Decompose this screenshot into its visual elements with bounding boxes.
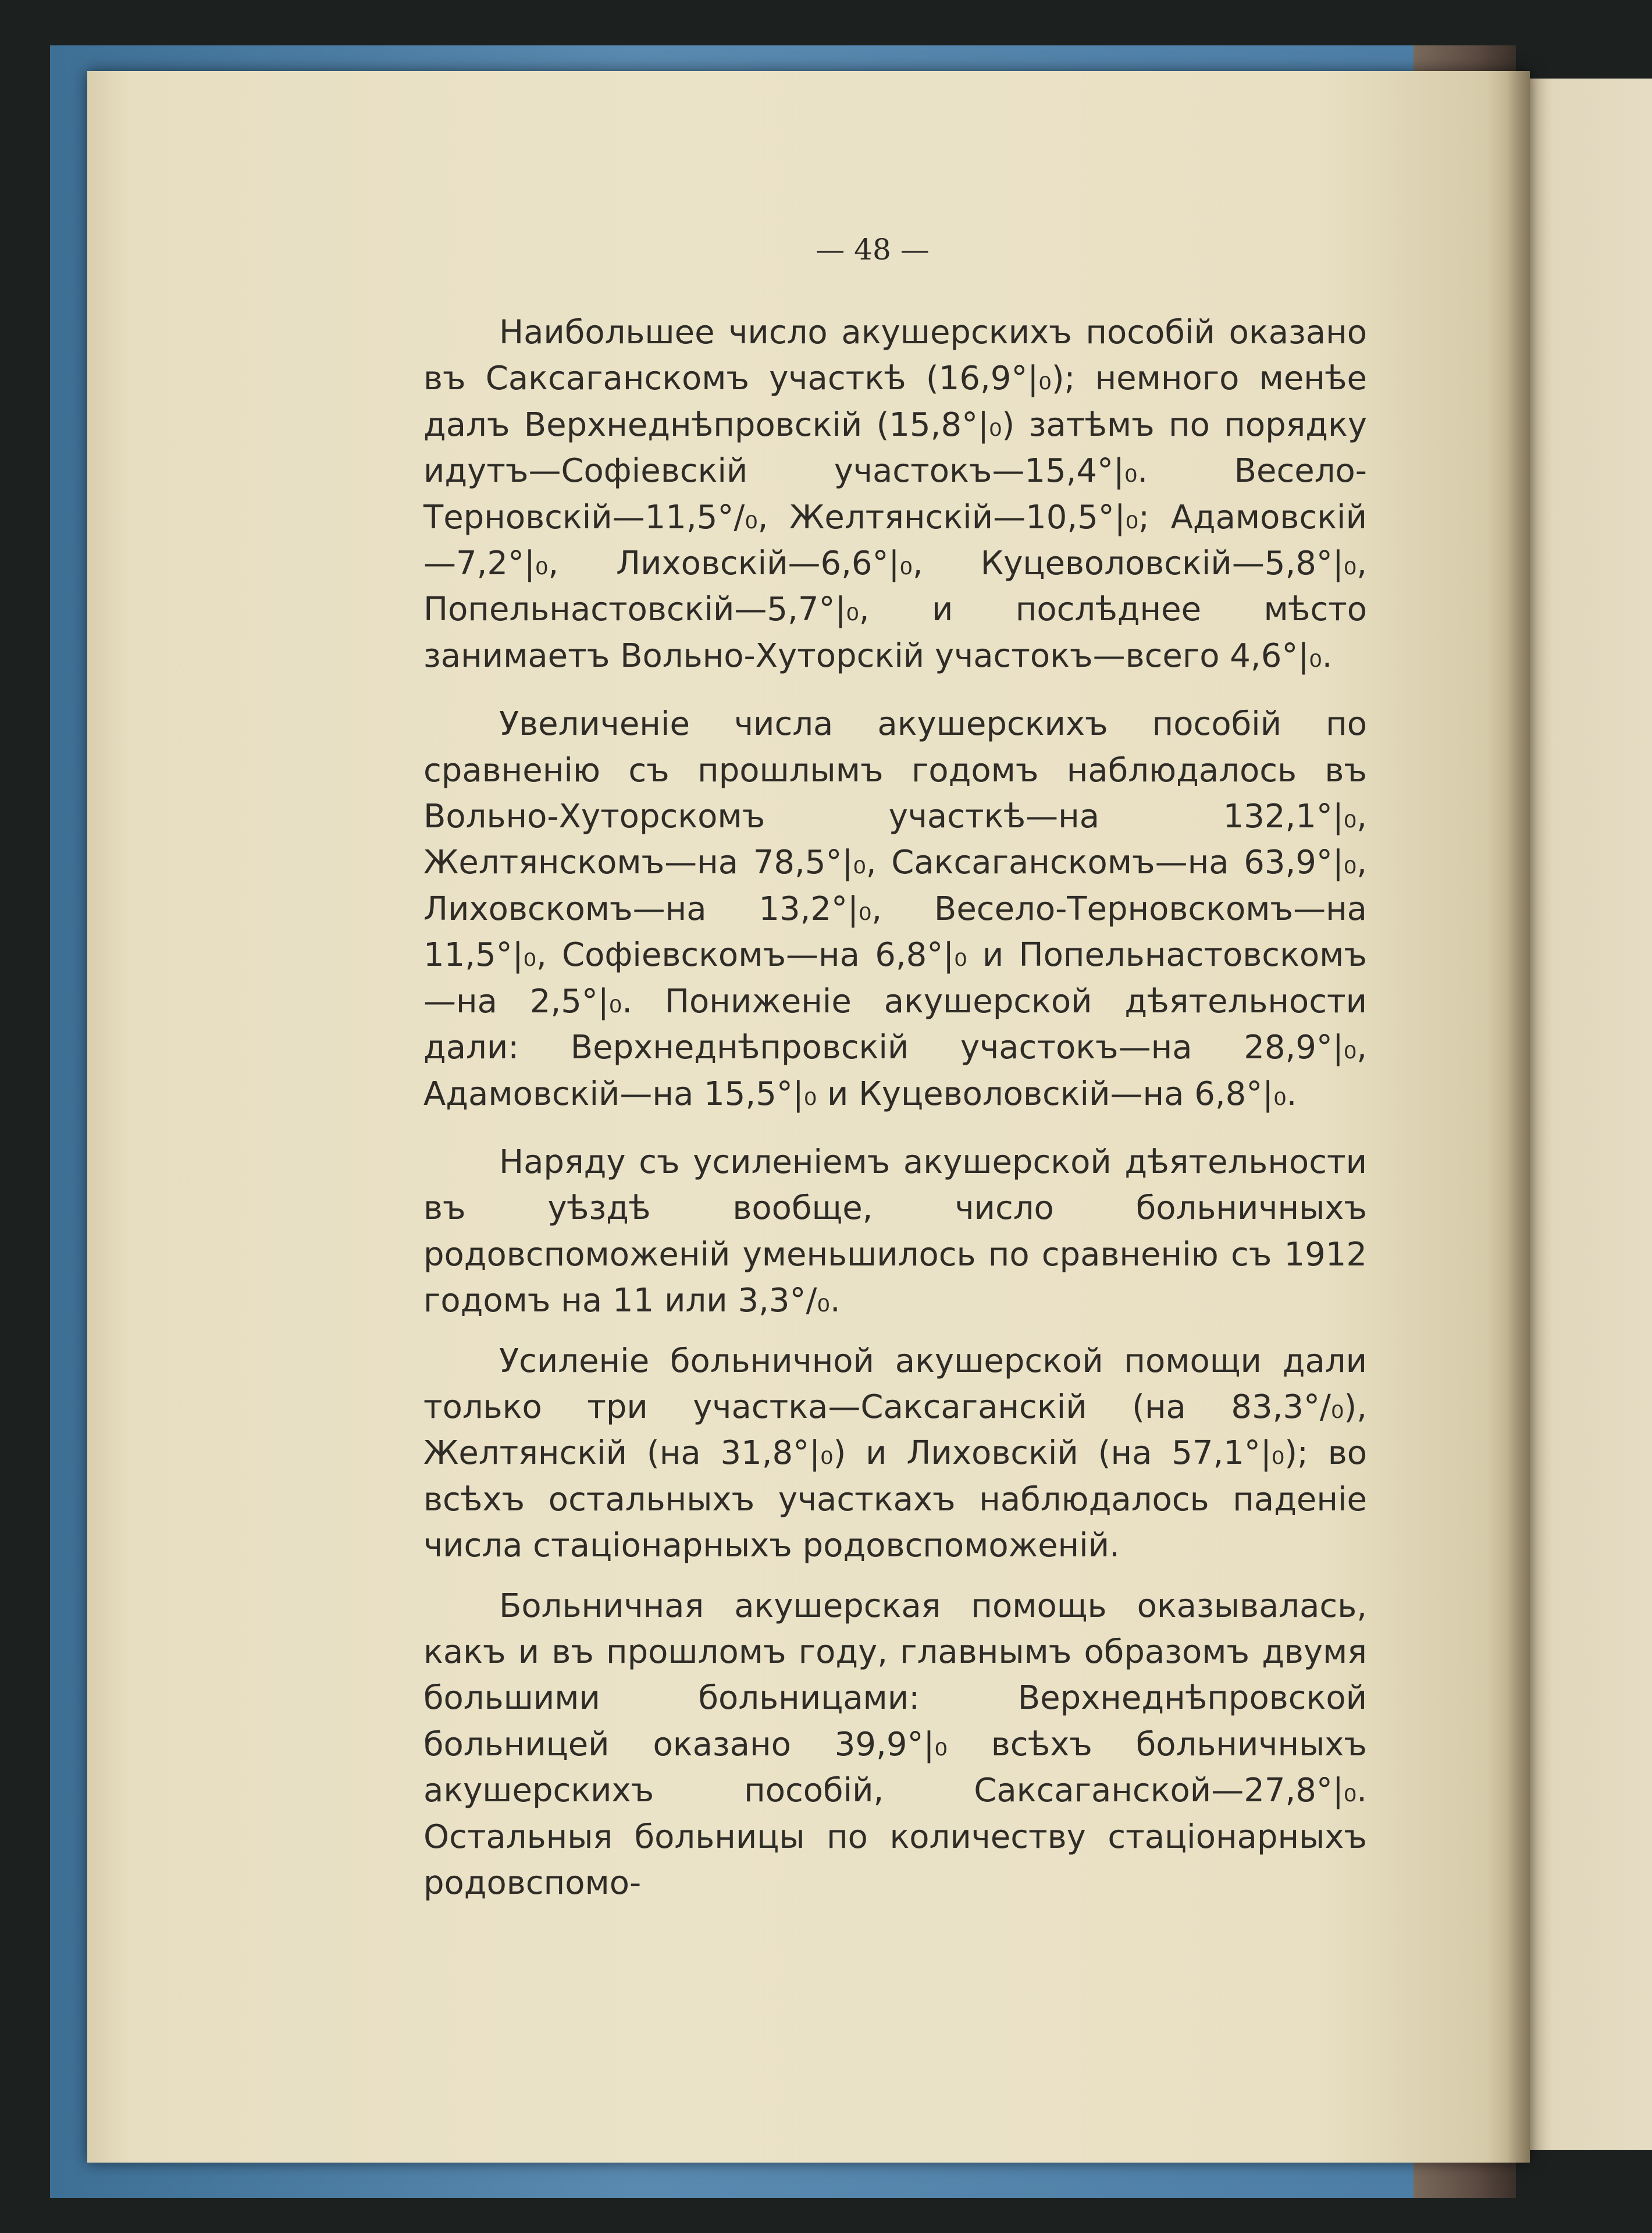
paragraph-hospital-deliveries-decline: Наряду съ усиленіемъ акушерской дѣятельности въ уѣздѣ вообще, число больничныхъ родовспоможеній уменьшилось по сравненію съ 1912 годомъ на 11 или 3,3°/₀.	[423, 1143, 1367, 1320]
page-gutter-shadow	[1507, 71, 1530, 2163]
adjacent-page-edge	[1519, 79, 1652, 2150]
page-number: — 48 —	[816, 233, 930, 266]
paragraph-aid-increase-decrease: Увеличеніе числа акушерскихъ пособій по сравненію съ прошлымъ годомъ наблюдалось въ Вольно-Хуторскомъ участкѣ—на 132,1°|₀, Желтянскомъ—на 78,5°|₀, Саксаганскомъ—на 63,9°|₀, Лиховскомъ—на 13,2°|₀, Весело-Терновскомъ—на 11,5°|₀, Софіевскомъ—на 6,8°|₀ и Попельнастовскомъ—на 2,5°|₀. Пониженіе акушерской дѣятельности дали: Верхнеднѣпровскій участокъ—на 28,9°|₀, Адамовскій—на 15,5°|₀ и Куцеволовскій—на 6,8°|₀.	[423, 705, 1367, 1113]
paragraph-hospital-aid-increase: Усиленіе больничной акушерской помощи дали только три участка—Саксаганскій (на 83,3°/₀), Желтянскій (на 31,8°|₀) и Лиховскій (на 57,1°|₀); во всѣхъ остальныхъ участкахъ наблюдалось паденіе числа стаціонарныхъ родовспоможеній.	[423, 1342, 1367, 1565]
page-body	[423, 310, 1367, 1906]
paragraph-main-hospitals: Больничная акушерская помощь оказывалась, какъ и въ прошломъ году, главнымъ образомъ двумя большими больницами: Верхнеднѣпровской больницей оказано 39,9°|₀ всѣхъ больничныхъ акушерскихъ пособій, Саксаганской—27,8°|₀. Остальныя больницы по количеству стаціонарныхъ родовспомо-	[423, 1587, 1367, 1902]
paragraph-obstetric-aid-ranking: Наибольшее число акушерскихъ пособій оказано въ Саксаганскомъ участкѣ (16,9°|₀); немного менѣе далъ Верхнеднѣпровскій (15,8°|₀) затѣмъ по порядку идутъ—Софіевскій участокъ—15,4°|₀. Весело-Терновскій—11,5°/₀, Желтянскій—10,5°|₀; Адамовскій—7,2°|₀, Лиховскій—6,6°|₀, Куцеволовскій—5,8°|₀, Попельнастовскій—5,7°|₀, и послѣднее мѣсто занимаетъ Вольно-Хуторскій участокъ—всего 4,6°|₀.	[423, 314, 1367, 675]
